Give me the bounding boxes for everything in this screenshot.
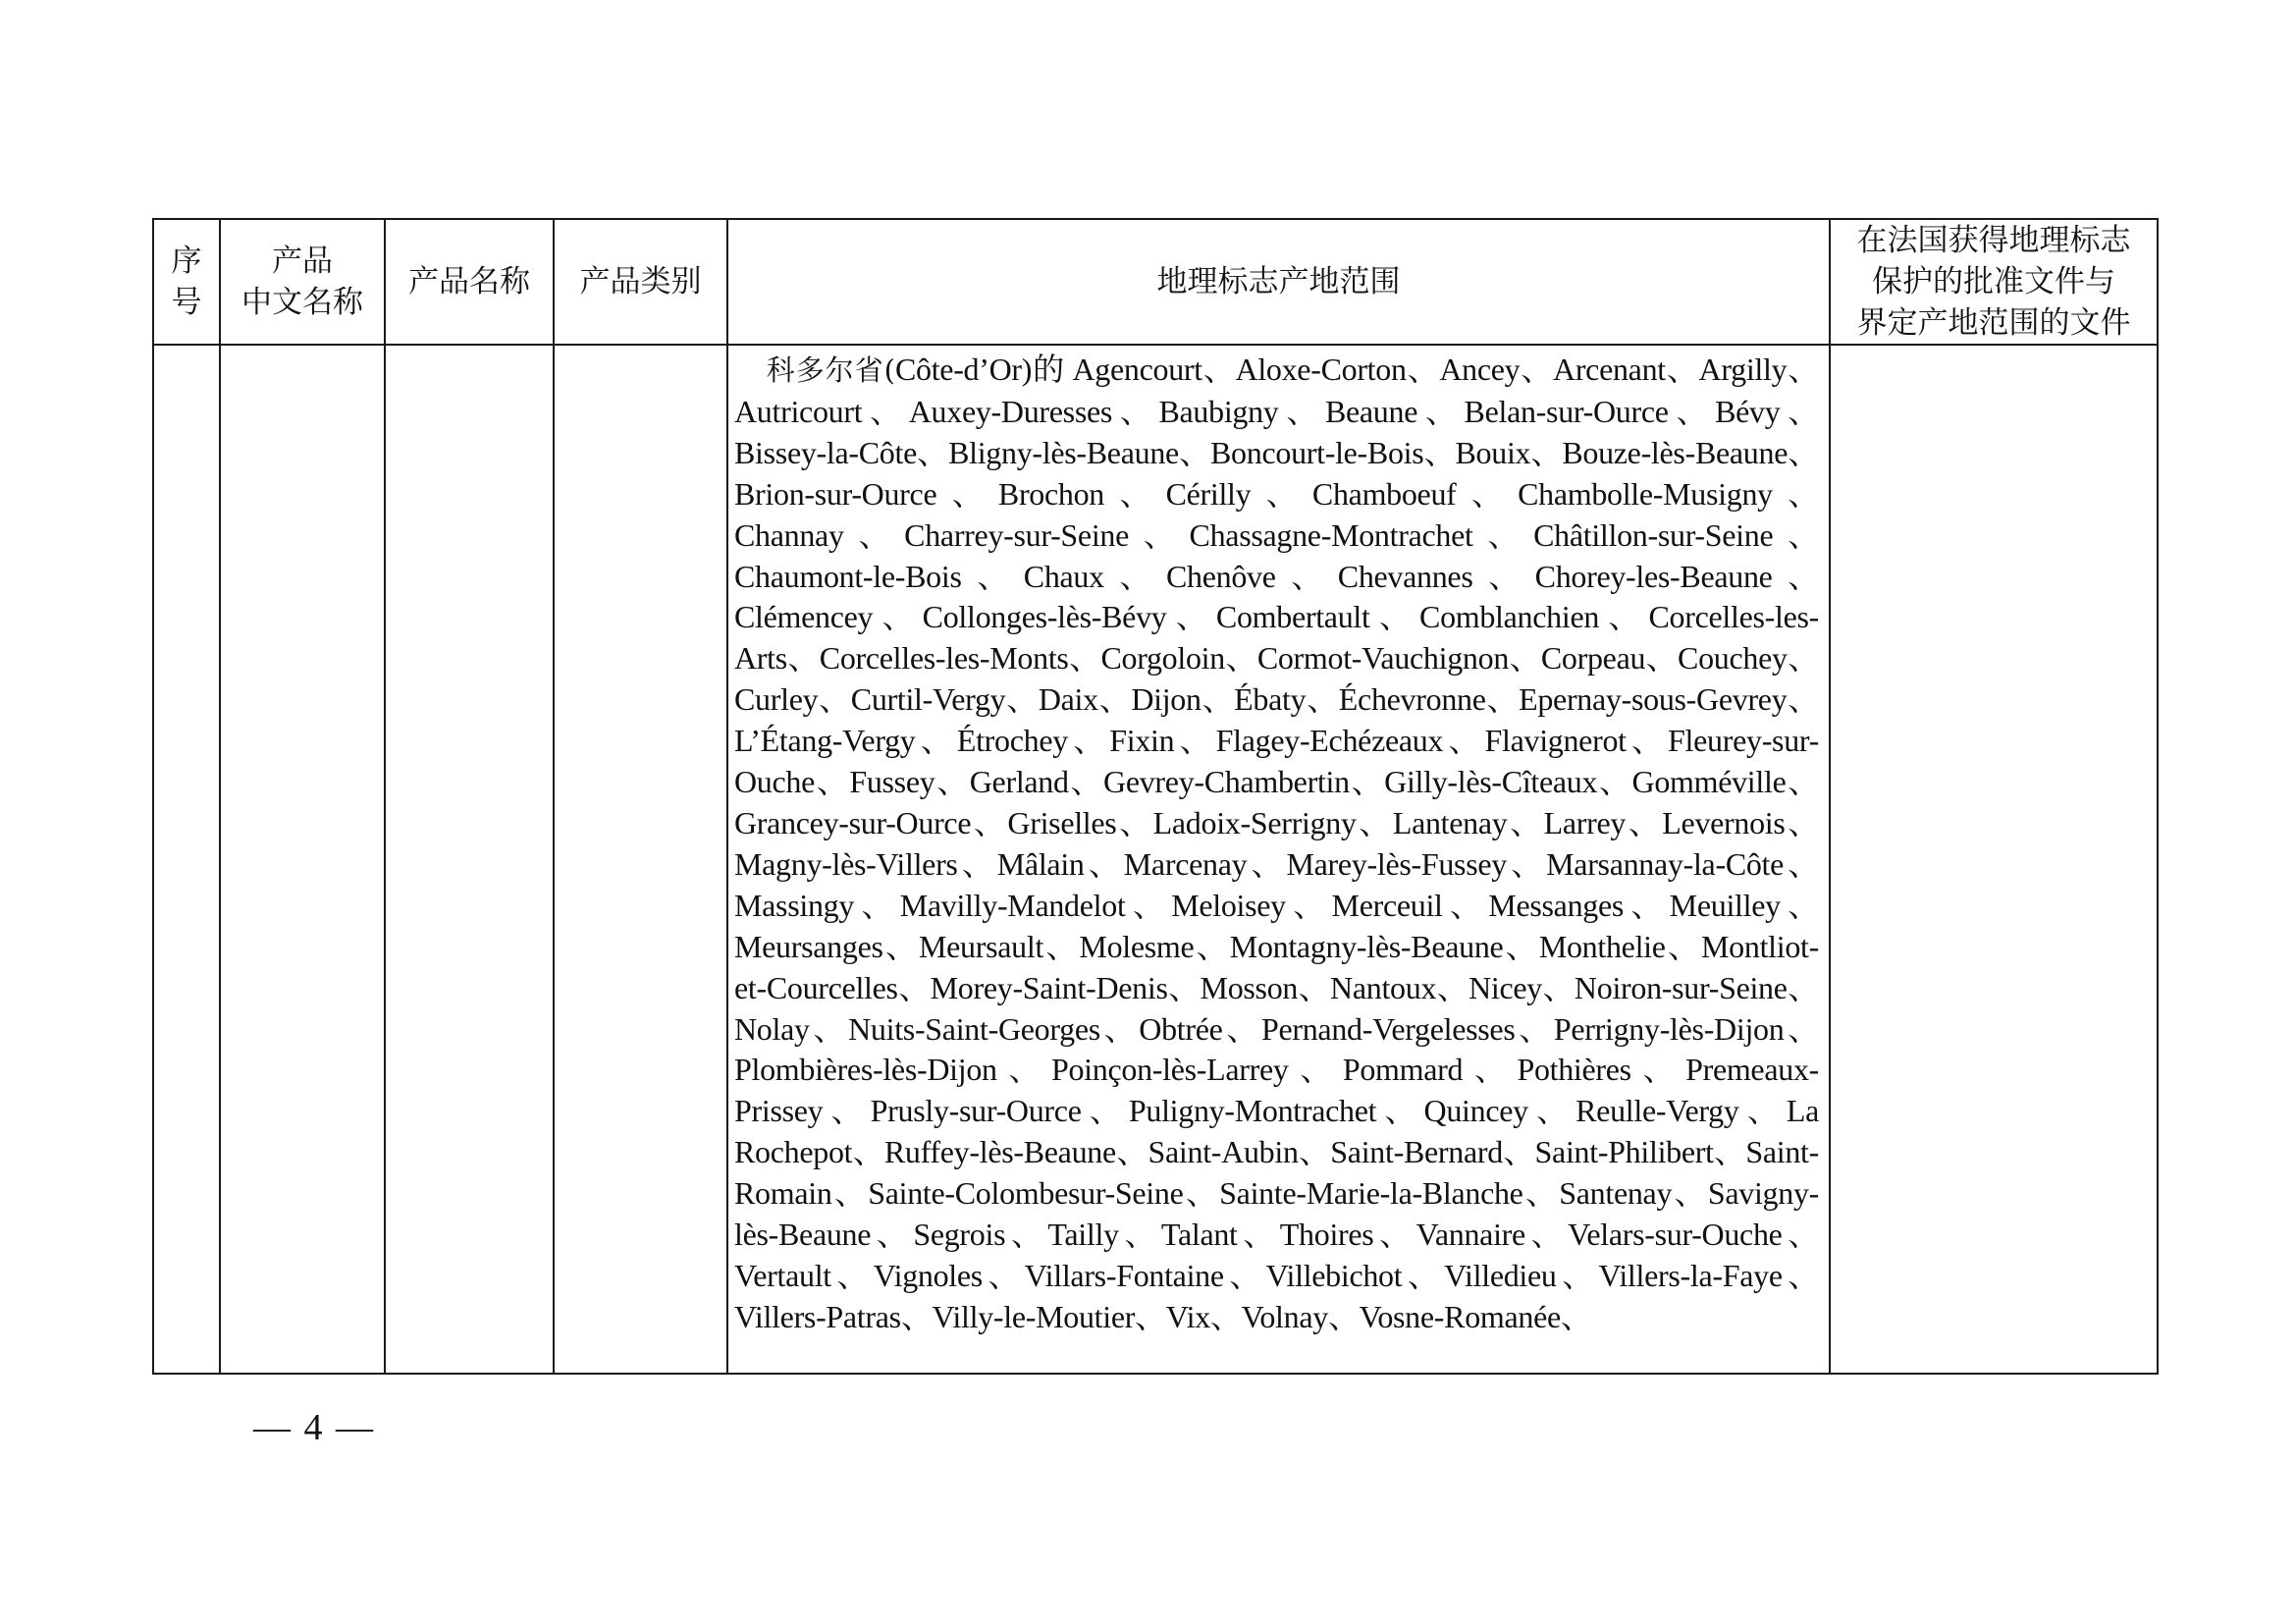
- table-row: [153, 345, 2158, 1374]
- cell-seq: [153, 345, 220, 1374]
- cell-product-name: [385, 345, 554, 1374]
- table-header-row: [153, 219, 2158, 345]
- header-geo-range: 地理标志产地范围: [727, 219, 1830, 345]
- geo-range-lead: 科多尔省(: [765, 353, 895, 387]
- geo-range-text: Côte-d’Or)的 Agencourt、Aloxe-Corton、Ancey、Arcenant、Argilly、Autricourt、Auxey-Duresses、Baubigny、Beaune、Belan-sur-Ource、Bévy、Bissey-la-Côte、Bligny-lès-Beaune、Boncourt-le-Bois、Bouix、Bouze-lès-Beaune、Brion-sur-Ource、Brochon、Cérilly、Chamboeuf、Chambolle-Musigny、Channay、Charrey-sur-Seine、Chassagne-Montrachet、Châtillon-sur-Seine、Chaumont-le-Bois、Chaux、Chenôve、Chevannes、Chorey-les-Beaune、Clémencey、Collonges-lès-Bévy、Combertault、Comblanchien、Corcelles-les-Arts、Corcelles-les-Monts、Corgoloin、Cormot-Vauchignon、Corpeau、Couchey、Curley、Curtil-Vergy、Daix、Dijon、Ébaty、Échevronne、Epernay-sous-Gevrey、L’Étang-Vergy、Étrochey、Fixin、Flagey-Echézeaux、Flavignerot、Fleurey-sur-Ouche、Fussey、Gerland、Gevrey-Chambertin、Gilly-lès-Cîteaux、Gomméville、Grancey-sur-Ource、Griselles、Ladoix-Serrigny、Lantenay、Larrey、Levernois、Magny-lès-Villers、Mâlain、Marcenay、Marey-lès-Fussey、Marsannay-la-Côte、Massingy、Mavilly-Mandelot、Meloisey、Merceuil、Messanges、Meuilley、Meursanges、Meursault、Molesme、Montagny-lès-Beaune、Monthelie、Montliot-et-Courcelles、Morey-Saint-Denis、Mosson、Nantoux、Nicey、Noiron-sur-Seine、Nolay、Nuits-Saint-Georges、Obtrée、Pernand-Vergelesses、Perrigny-lès-Dijon、Plombières-lès-Dijon、Poinçon-lès-Larrey、Pommard、Pothières、Premeaux-Prissey、Prusly-sur-Ource、Puligny-Montrachet、Quincey、Reulle-Vergy、La Rochepot、Ruffey-lès-Beaune、Saint-Aubin、Saint-Bernard、Saint-Philibert、Saint-Romain、Sainte-Colombesur-Seine、Sainte-Marie-la-Blanche、Santenay、Savigny-lès-Beaune、Segrois、Tailly、Talant、Thoires、Vannaire、Velars-sur-Ouche、Vertault、Vignoles、Villars-Fontaine、Villebichot、Villedieu、Villers-la-Faye、Villers-Patras、Villy-le-Moutier、Vix、Volnay、Vosne-Romanée、: [734, 352, 1819, 1334]
- page-number: — 4 —: [253, 1407, 375, 1448]
- header-product-category: 产品类别: [554, 219, 727, 345]
- header-seq: 序 号: [153, 219, 220, 345]
- header-product-name: 产品名称: [385, 219, 554, 345]
- header-documents: 在法国获得地理标志 保护的批准文件与 界定产地范围的文件: [1830, 219, 2158, 345]
- cell-geo-range: [727, 345, 1830, 1374]
- cell-cn-name: [220, 345, 385, 1374]
- cell-documents: [1830, 345, 2158, 1374]
- header-cn-name: 产品 中文名称: [220, 219, 385, 345]
- cell-product-category: [554, 345, 727, 1374]
- geographical-indication-table: [152, 218, 2159, 1375]
